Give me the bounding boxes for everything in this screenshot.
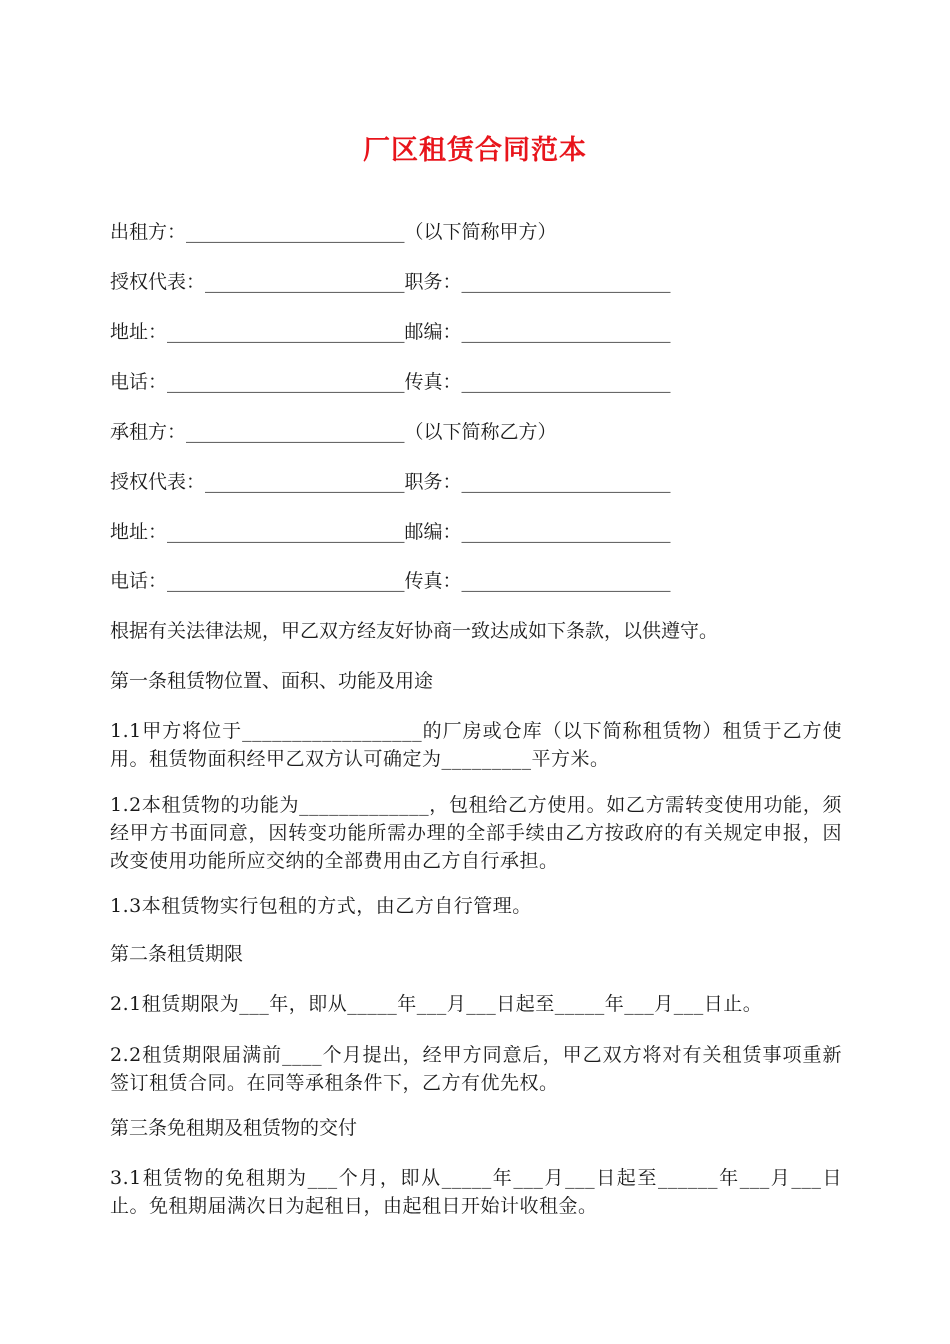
clause-1-1: 1.1甲方将位于__________________的厂房或仓库（以下简称租赁物）租赁于乙方使用。租赁物面积经甲乙双方认可确定为_________平方米。 xyxy=(110,720,842,770)
article-2-heading: 第二条租赁期限 xyxy=(110,943,244,965)
article-1-heading: 第一条租赁物位置、面积、功能及用途 xyxy=(110,670,434,692)
lessee-phone-line: 电话：_________________________传真：______________________ xyxy=(110,570,671,592)
document-title: 厂区租赁合同范本 xyxy=(363,135,587,166)
clause-2-1: 2.1租赁期限为___年，即从_____年___月___日起至_____年___月___日止。 xyxy=(110,993,763,1015)
clause-3-1: 3.1租赁物的免租期为___个月，即从_____年___月___日起至______年___月___日止。免租期届满次日为起租日，由起租日开始计收租金。 xyxy=(110,1167,842,1217)
article-3-heading: 第三条免租期及租赁物的交付 xyxy=(110,1117,358,1139)
lessee-address-line: 地址：_________________________邮编：______________________ xyxy=(110,521,671,543)
lessor-representative-line: 授权代表：_____________________职务：______________________ xyxy=(110,271,671,293)
clause-1-2: 1.2本租赁物的功能为_____________，包租给乙方使用。如乙方需转变使用功能，须经甲方书面同意，因转变功能所需办理的全部手续由乙方按政府的有关规定申报，因改变使用功能所应交纳的全部费用由乙方自行承担。 xyxy=(110,794,842,872)
lessee-line: 承租方：_______________________（以下简称乙方） xyxy=(110,421,557,443)
lessor-address-line: 地址：_________________________邮编：______________________ xyxy=(110,321,671,343)
clause-2-2: 2.2租赁期限届满前____个月提出，经甲方同意后，甲乙双方将对有关租赁事项重新签订租赁合同。在同等承租条件下，乙方有优先权。 xyxy=(110,1044,842,1094)
lessor-phone-line: 电话：_________________________传真：______________________ xyxy=(110,371,671,393)
lessee-representative-line: 授权代表：_____________________职务：______________________ xyxy=(110,471,671,493)
clause-1-3: 1.3本租赁物实行包租的方式，由乙方自行管理。 xyxy=(110,895,532,917)
intro-paragraph: 根据有关法律法规，甲乙双方经友好协商一致达成如下条款，以供遵守。 xyxy=(110,620,719,642)
lessor-line: 出租方：_______________________（以下简称甲方） xyxy=(110,221,557,243)
